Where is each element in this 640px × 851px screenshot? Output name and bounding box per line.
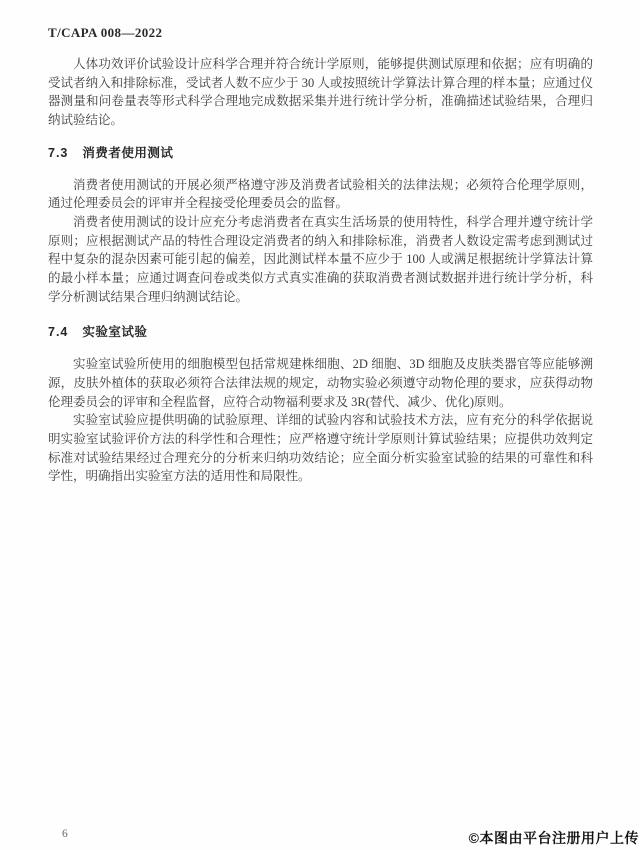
section-number: 7.4	[48, 325, 69, 340]
paragraph: 消费者使用测试的设计应充分考虑消费者在真实生活场景的使用特性，科学合理并遵守统计学原则；应根据测试产品的特性合理设定消费者的纳入和排除标准，消费者人数设定需考虑到测试过程中复杂的混杂因素可能引起的偏差，因此测试样本量不应少于 100 人或满足根据统计学算法计算的最小样本量；应通过调查问卷或类似方式真实准确的获取消费者测试数据并进行统计学分析，科学分析测试结果合理归纳测试结论。	[48, 214, 593, 304]
intro-paragraph: 人体功效评价试验设计应科学合理并符合统计学原则，能够提供测试原理和依据；应有明确的受试者纳入和排除标准，受试者人数不应少于 30 人或按照统计学算法计算合理的样本量；应通过仪器测量和问卷量表等形式科学合理地完成数据采集并进行统计学分析，准确描述试验结果，合理归纳试验结论。	[48, 57, 593, 128]
document-standard-number: T/CAPA 008—2022	[48, 25, 163, 40]
page-number: 6	[62, 828, 68, 840]
document-body	[48, 55, 593, 486]
paragraph: 实验室试验应提供明确的试验原理、详细的试验内容和试验技术方法，应有充分的科学依据说明实验室试验评价方法的科学性和合理性；应严格遵守统计学原则计算试验结果；应提供功效判定标准对试验结果经过合理充分的分析来归纳功效结论；应全面分析实验室试验的结果的可靠性和科学性，明确指出实验室方法的适用性和局限性。	[48, 413, 593, 484]
paragraph: 消费者使用测试的开展必须严格遵守涉及消费者试验相关的法律法规；必须符合伦理学原则，通过伦理委员会的评审并全程接受伦理委员会的监督。	[48, 177, 593, 211]
section-heading-7-4	[48, 323, 593, 342]
paragraph: 实验室试验所使用的细胞模型包括常规建株细胞、2D 细胞、3D 细胞及皮肤类器官等应能够溯源，皮肤外植体的获取必须符合法律法规的规定，动物实验必须遵守动物伦理的要求，应获得动物伦理委员会的评审和全程监督，应符合动物福利要求及 3R(替代、减少、优化)原则。	[48, 357, 593, 409]
section-title: 消费者使用测试	[82, 145, 174, 160]
section-number: 7.3	[48, 145, 69, 160]
watermark-text: ©本图由平台注册用户上传	[468, 830, 639, 846]
section-title: 实验室试验	[82, 325, 148, 340]
section-heading-7-3	[48, 144, 593, 163]
